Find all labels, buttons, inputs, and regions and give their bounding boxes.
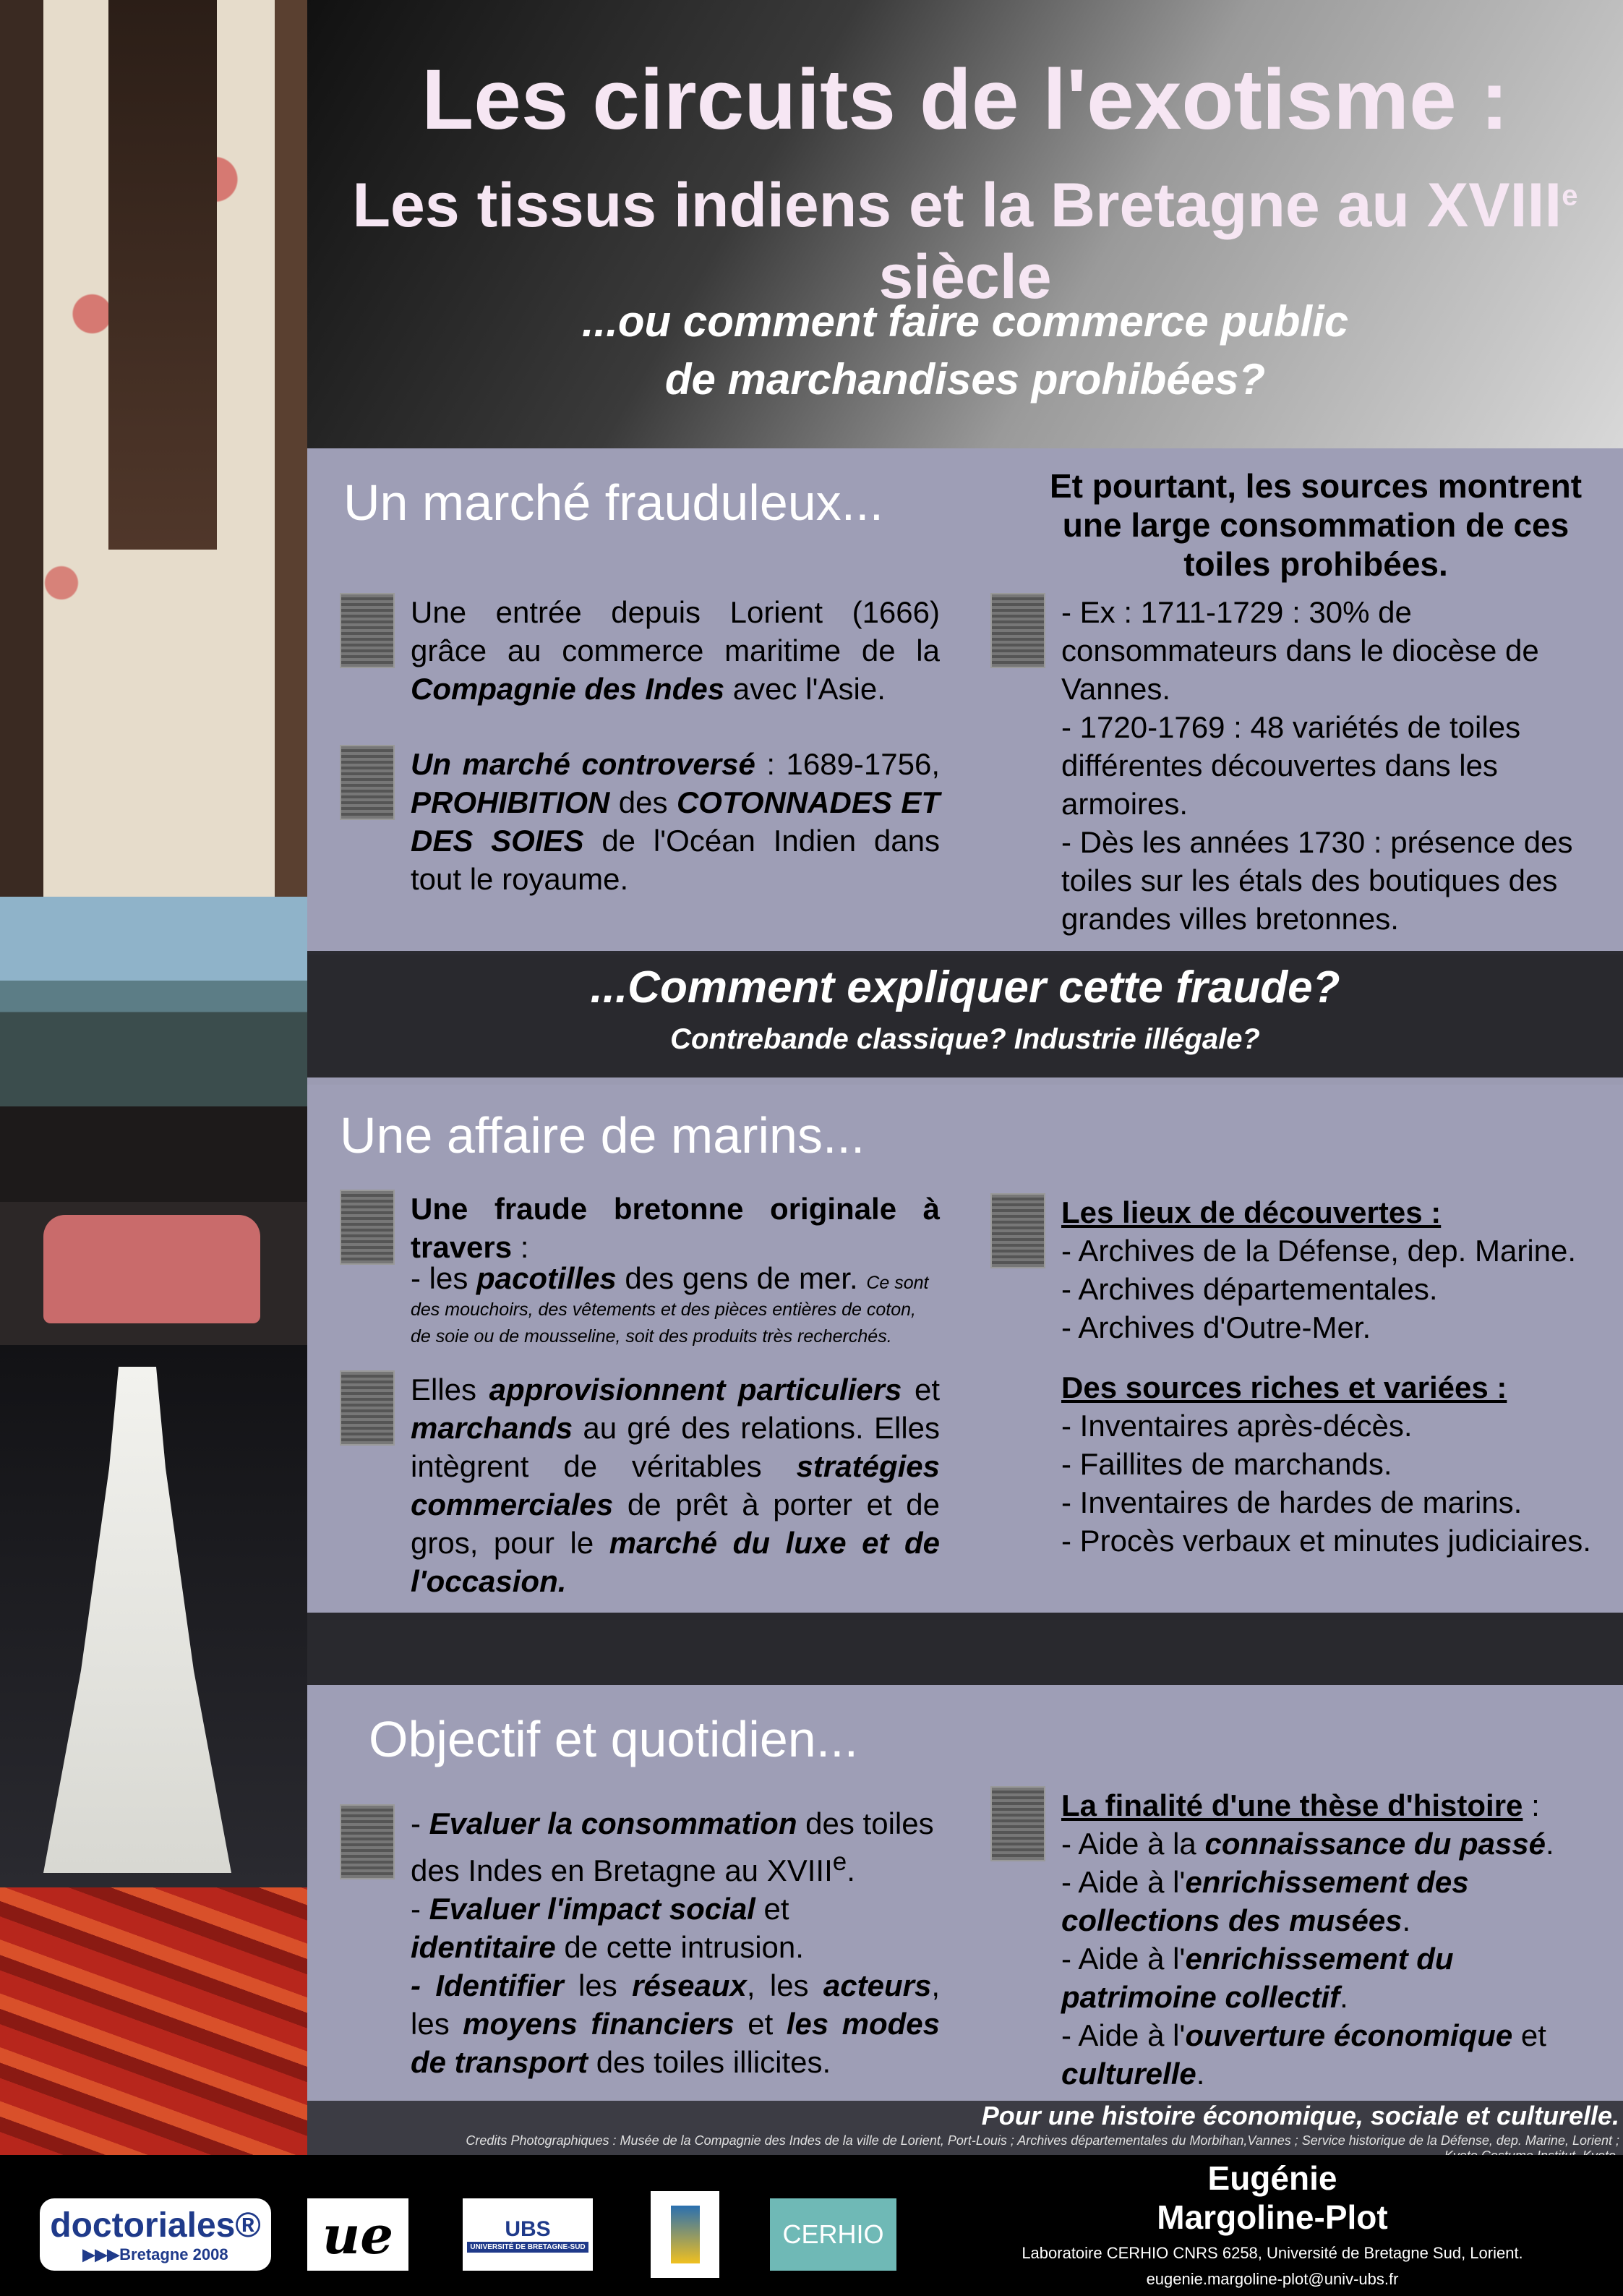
band-question-title: ...Comment expliquer cette fraude? bbox=[590, 963, 1340, 1012]
photo-strip bbox=[0, 0, 307, 2155]
bullet-square-icon bbox=[340, 745, 395, 820]
section-3-heading: Objectif et quotidien... bbox=[369, 1711, 859, 1767]
section-3-right-item bbox=[990, 1786, 1605, 2093]
item-text: La finalité d'une thèse d'histoire : - Aide à la connaissance du passé. - Aide à l'enrichissement des collections des musées. - Aide à l'enrichissement du patrimoine collectif. - Aide à l'ouverture économique et culturelle. bbox=[1061, 1788, 1554, 2091]
poster-question: ...ou comment faire commerce public de marchandises prohibées? bbox=[581, 297, 1349, 404]
item-text: Un marché controversé : 1689-1756, PROHIBITION des COTONNADES ET DES SOIES de l'Océan Indien dans tout le royaume. bbox=[411, 747, 941, 896]
item-text: Elles approvisionnent particuliers et marchands au gré des relations. Elles intègrent de véritables stratégies commerciales de prêt à porter et de gros, pour le marché du luxe et de l'occasion. bbox=[411, 1373, 941, 1598]
section-1-item-1 bbox=[340, 593, 940, 708]
section-3-left-item bbox=[340, 1804, 940, 2081]
photo-lorient-harbour-painting bbox=[0, 897, 307, 1106]
bullet-square-icon bbox=[990, 593, 1045, 668]
doctoriales-logo: doctoriales® ▶▶▶Bretagne 2008 bbox=[40, 2198, 271, 2271]
bullet-square-icon bbox=[990, 1193, 1045, 1268]
section-2-item-2 bbox=[340, 1370, 940, 1600]
author-last-name: Margoline-Plot bbox=[1157, 2198, 1388, 2236]
bullet-square-icon bbox=[990, 1786, 1045, 1861]
cerhio-logo: CERHIO bbox=[770, 2198, 896, 2271]
poster-title: Les circuits de l'exotisme : bbox=[421, 52, 1509, 148]
author-first-name: Eugénie bbox=[1207, 2159, 1337, 2197]
photo-credits: Credits Photographiques : Musée de la Compagnie des Indes de la ville de Lorient, Port-Louis ; Archives départementales du Morbihan,Vannes ; Service historique de la Défense, dep. Marine, Lorient ; bbox=[466, 2133, 1619, 2148]
university-crest-logo bbox=[651, 2191, 719, 2278]
item-text: Une entrée depuis Lorient (1666) grâce au commerce maritime de la Compagnie des Indes avec l'Asie. bbox=[411, 595, 940, 706]
section-2-right-item bbox=[990, 1193, 1605, 1560]
lab-affiliation: Laboratoire CERHIO CNRS 6258, Université de Bretagne Sud, Lorient. bbox=[1022, 2244, 1523, 2262]
section-1-heading: Un marché frauduleux... bbox=[343, 474, 884, 531]
section-1-right-heading: Et pourtant, les sources montrent une large consommation de ces toiles prohibées. bbox=[1049, 467, 1583, 583]
ubs-logo: UBS UNIVERSITÉ DE BRETAGNE-SUD bbox=[463, 2198, 593, 2271]
photo-white-dress bbox=[0, 1345, 307, 1887]
item-text: - Ex : 1711-1729 : 30% de consommateurs dans le diocèse de Vannes. - 1720-1769 : 48 variétés de toiles différentes découvertes dans les armoires. - Dès les années 1730 : présence des toiles sur les étals des boutiques des grandes villes bretonnes. bbox=[1061, 595, 1573, 936]
band-separator bbox=[307, 1613, 1623, 1685]
section-2-item-1 bbox=[340, 1190, 940, 1347]
tagline: Pour une histoire économique, sociale et culturelle. bbox=[981, 2101, 1619, 2130]
section-1-item-2 bbox=[340, 745, 940, 898]
bullet-square-icon bbox=[340, 1190, 395, 1265]
bullet-square-icon bbox=[340, 593, 395, 668]
bullet-square-icon bbox=[340, 1370, 395, 1446]
author-block bbox=[954, 2159, 1590, 2289]
item-text: - Evaluer la consommation des toiles des Indes en Bretagne au XVIIIe. - Evaluer l'impact social et identitaire de cette intrusion. - Identifier les réseaux, les acteurs, les moyens financiers et les modes de transport des toiles illicites. bbox=[411, 1806, 941, 2079]
bullet-square-icon bbox=[340, 1804, 395, 1879]
item-text: Une fraude bretonne originale à travers : - les pacotilles des gens de mer. Ce sont des mouchoirs, des vêtements et des pièces entières de coton, de soie ou de mousseline, soit des produits très recherchés. bbox=[411, 1192, 940, 1347]
section-2-heading: Une affaire de marins... bbox=[340, 1107, 865, 1164]
poster-subtitle: Les tissus indiens et la Bretagne au XVIIIe siècle bbox=[352, 171, 1578, 312]
section-1-right-item bbox=[990, 593, 1590, 938]
item-text: Les lieux de découvertes : - Archives de la Défense, dep. Marine. - Archives départementales. - Archives d'Outre-Mer. Des sources riches et variées : - Inventaires après-décès. - Faillites de marchands. - Inventaires de hardes de marins. - Procès verbaux et minutes judiciaires. bbox=[1061, 1195, 1591, 1558]
band-question-sub: Contrebande classique? Industrie illégale? bbox=[670, 1023, 1260, 1055]
author-email: eugenie.margoline-plot@univ-ubs.fr bbox=[1146, 2270, 1399, 2288]
ueb-logo: ue bbox=[307, 2198, 408, 2271]
photo-red-textile bbox=[0, 1887, 307, 2155]
photo-textile-caps-jacket bbox=[0, 1106, 307, 1345]
photo-indienne-garment bbox=[0, 0, 307, 897]
